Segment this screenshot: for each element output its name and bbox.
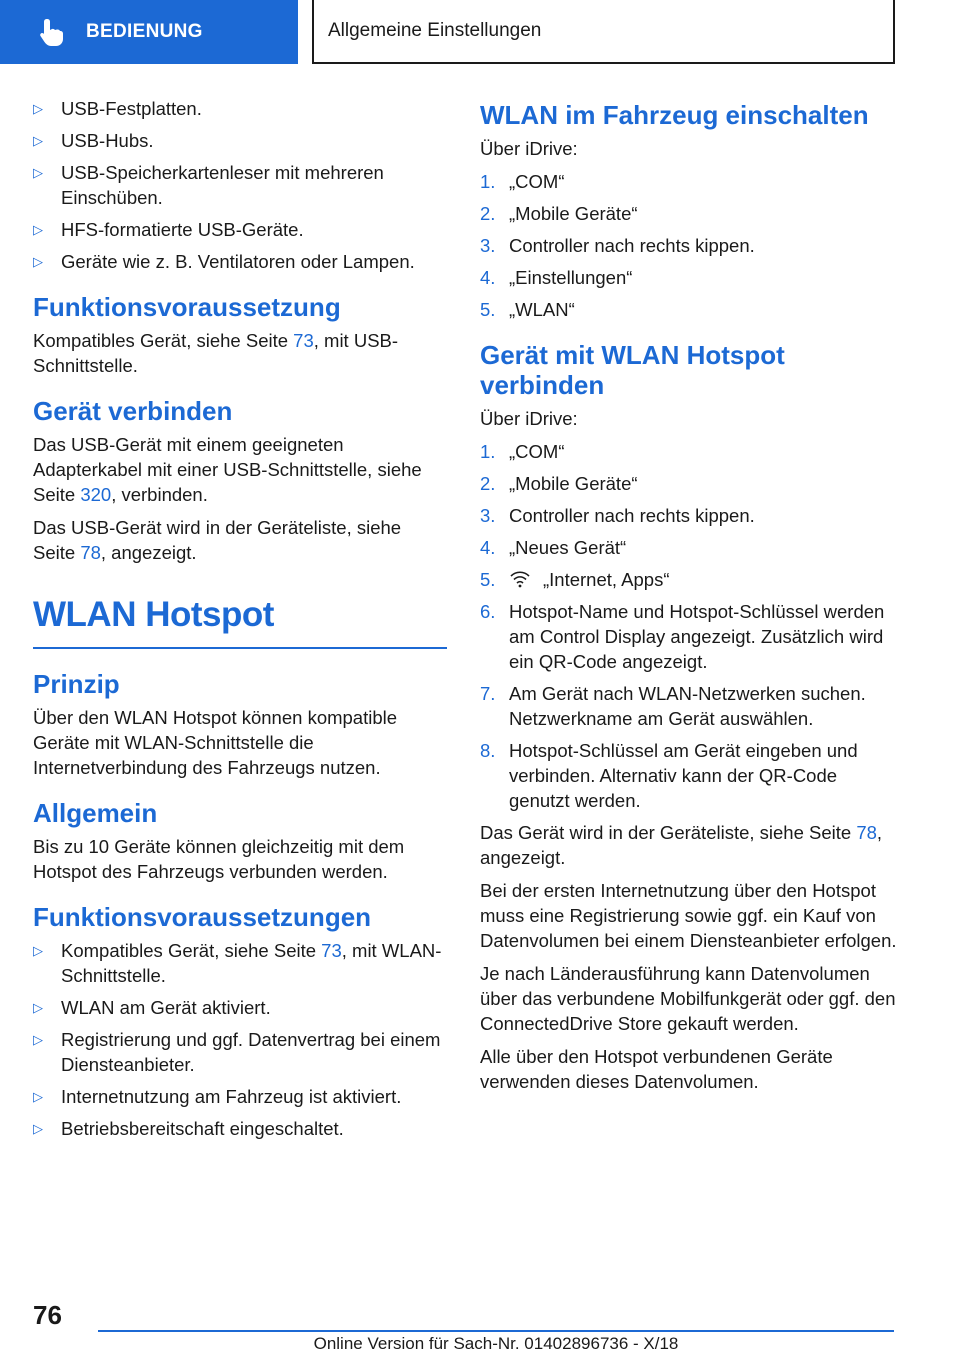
list-item: ▷ Internetnutzung am Fahrzeug ist aktiviert. <box>33 1086 402 1107</box>
section-tab[interactable] <box>0 0 298 64</box>
list-item: 5. „Internet, Apps“ <box>480 569 670 590</box>
triangle-bullet-icon: ▷ <box>33 1121 43 1136</box>
heading-funktionsvoraussetzungen: Funktionsvoraussetzungen <box>33 902 372 932</box>
right-column <box>480 100 900 1102</box>
paragraph: Bei der ersten Internetnutzung über den Hotspot muss eine Registrierung sowie ggf. ein Kauf von Datenvolumen bei einem Diensteanbieter erfolgen. <box>480 880 897 951</box>
footer-divider <box>98 1330 894 1332</box>
page-link[interactable]: 78 <box>80 542 101 563</box>
triangle-bullet-icon: ▷ <box>33 1032 43 1047</box>
heading-wlan-einschalten: WLAN im Fahrzeug einschalten <box>480 100 869 130</box>
paragraph: Das Gerät wird in der Geräteliste, siehe Seite 78, angezeigt. <box>480 822 883 868</box>
heading-allgemein: Allgemein <box>33 798 158 828</box>
page-link[interactable]: 73 <box>293 330 314 351</box>
paragraph: Kompatibles Gerät, siehe Seite 73, mit USB-Schnittstelle. <box>33 330 399 376</box>
list-item: ▷ WLAN am Gerät aktiviert. <box>33 997 271 1018</box>
requirements-list <box>33 938 447 1141</box>
steps-list-verbinden <box>480 439 900 813</box>
paragraph: Über iDrive: <box>480 408 578 429</box>
triangle-bullet-icon: ▷ <box>33 1000 43 1015</box>
paragraph: Das USB-Gerät mit einem geeigneten Adapterkabel mit einer USB-Schnittstelle, siehe Seite 320, verbinden. <box>33 434 422 505</box>
list-item: ▷ Kompatibles Gerät, siehe Seite 73, mit WLAN-Schnittstelle. <box>33 940 442 986</box>
triangle-bullet-icon: ▷ <box>33 101 43 116</box>
paragraph: Über iDrive: <box>480 138 578 159</box>
heading-hotspot-verbinden: Gerät mit WLAN Hotspot verbinden <box>480 340 785 400</box>
hand-pointer-icon <box>38 17 66 47</box>
list-item: 2. „Mobile Geräte“ <box>480 473 638 494</box>
page-link[interactable]: 73 <box>321 940 342 961</box>
list-item: 6. Hotspot-Name und Hotspot-Schlüssel werden am Control Display angezeigt. Zusätzlich wird ein QR-Code angezeigt. <box>480 601 885 672</box>
triangle-bullet-icon: ▷ <box>33 165 43 180</box>
list-item: 7. Am Gerät nach WLAN-Netzwerken suchen. Netzwerkname am Gerät auswählen. <box>480 683 866 729</box>
unsupported-devices-list <box>33 96 447 274</box>
list-item: ▷ USB-Speicherkartenleser mit mehreren Einschüben. <box>33 162 384 208</box>
page-number: 76 <box>33 1300 62 1330</box>
list-item: ▷ Geräte wie z. B. Ventilatoren oder Lampen. <box>33 251 415 272</box>
heading-prinzip: Prinzip <box>33 669 120 699</box>
steps-list-einschalten <box>480 169 900 322</box>
list-item: 2. „Mobile Geräte“ <box>480 203 638 224</box>
footer-note: Online Version für Sach-Nr. 01402896736 - X/18 <box>313 1334 679 1353</box>
list-item: 3. Controller nach rechts kippen. <box>480 235 755 256</box>
list-item: 4. „Neues Gerät“ <box>480 537 627 558</box>
heading-wlan-hotspot: WLAN Hotspot <box>33 593 447 649</box>
list-item: ▷ Registrierung und ggf. Datenvertrag bei einem Diensteanbieter. <box>33 1029 441 1075</box>
list-item: 1. „COM“ <box>480 441 565 462</box>
section-label: BEDIENUNG <box>86 21 203 42</box>
paragraph: Das USB-Gerät wird in der Geräteliste, siehe Seite 78, angezeigt. <box>33 517 402 563</box>
page-header <box>0 0 960 66</box>
paragraph: Bis zu 10 Geräte können gleichzeitig mit dem Hotspot des Fahrzeugs verbunden werden. <box>33 836 405 882</box>
heading-funktionsvoraussetzung: Funktionsvoraussetzung <box>33 292 341 322</box>
page-footer <box>0 1290 960 1362</box>
list-item: ▷ USB-Hubs. <box>33 130 154 151</box>
list-item: 8. Hotspot-Schlüssel am Gerät eingeben und verbinden. Alternativ kann der QR-Code genutzt werden. <box>480 740 858 811</box>
page-link[interactable]: 78 <box>856 822 877 843</box>
list-item: 3. Controller nach rechts kippen. <box>480 505 755 526</box>
triangle-bullet-icon: ▷ <box>33 133 43 148</box>
triangle-bullet-icon: ▷ <box>33 254 43 269</box>
left-column <box>33 96 447 1148</box>
list-item: ▷ HFS-formatierte USB-Geräte. <box>33 219 304 240</box>
list-item: 1. „COM“ <box>480 171 565 192</box>
paragraph: Über den WLAN Hotspot können kompatible Geräte mit WLAN-Schnittstelle die Internetverbindung des Fahrzeugs nutzen. <box>33 707 398 778</box>
triangle-bullet-icon: ▷ <box>33 943 43 958</box>
list-item: 4. „Einstellungen“ <box>480 267 633 288</box>
heading-geraet-verbinden: Gerät verbinden <box>33 396 233 426</box>
chapter-title: Allgemeine Einstellungen <box>312 0 895 64</box>
triangle-bullet-icon: ▷ <box>33 1089 43 1104</box>
page-link[interactable]: 320 <box>80 484 112 505</box>
list-item: 5. „WLAN“ <box>480 299 575 320</box>
wifi-icon <box>509 570 531 588</box>
triangle-bullet-icon: ▷ <box>33 222 43 237</box>
paragraph: Alle über den Hotspot verbundenen Geräte verwenden dieses Datenvolumen. <box>480 1046 833 1092</box>
list-item: ▷ USB-Festplatten. <box>33 98 202 119</box>
paragraph: Je nach Länderausführung kann Datenvolumen über das verbundene Mobilfunkgerät oder ggf. den ConnectedDrive Store gekauft werden. <box>480 963 896 1034</box>
list-item: ▷ Betriebsbereitschaft eingeschaltet. <box>33 1118 344 1139</box>
